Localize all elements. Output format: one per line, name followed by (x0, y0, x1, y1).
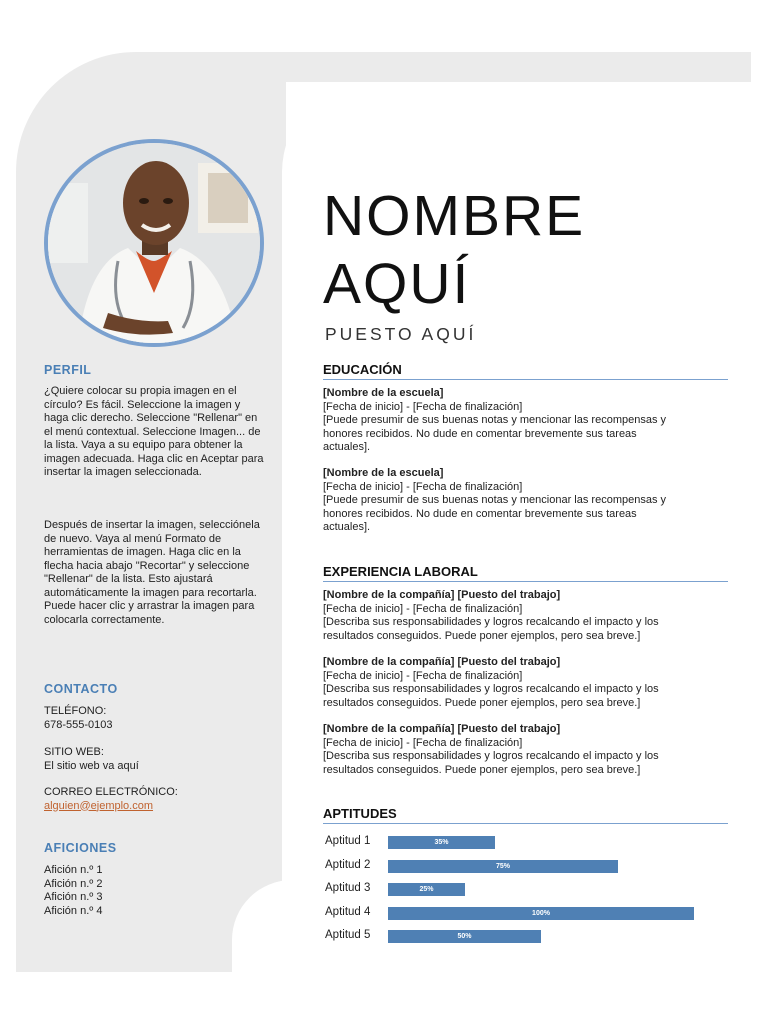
email-link[interactable]: alguien@ejemplo.com (44, 799, 154, 812)
contact-heading: CONTACTO (44, 682, 118, 696)
person-name (323, 182, 585, 318)
skills-heading: APTITUDES (323, 806, 728, 824)
profile-paragraph-2: Después de insertar la imagen, selecciónela de nuevo. Vaya al menú Formato de herramientas de imagen. Haga clic en la flecha hacia abajo "Recortar" y seleccione "Rellenar" de la lista. Esto ajustará automáticamente la imagen para recortarla. Puede hacer clic y arrastrar la imagen para colocarla correctamente. (44, 519, 260, 626)
education-dates: [Fecha de inicio] - [Fecha de finalización] (323, 400, 523, 413)
experience-description-line: resultados conseguidos. Puede poner ejemplos, pero sea breve.] (323, 629, 641, 642)
name-line-2: AQUÍ (323, 252, 471, 316)
web-value: El sitio web va aquí (44, 759, 139, 772)
skill-label: Aptitud 5 (325, 929, 371, 941)
education-description-line: [Puede presumir de sus buenas notas y mencionar las recompensas y (323, 414, 667, 426)
company-role: [Nombre de la compañía] [Puesto del trabajo] (323, 723, 561, 735)
header-band (285, 52, 751, 82)
experience-entry (323, 589, 723, 643)
experience-dates: [Fecha de inicio] - [Fecha de finalización] (323, 602, 523, 615)
doctor-portrait-image (48, 143, 260, 343)
profile-text (44, 385, 266, 480)
school-name: [Nombre de la escuela] (323, 387, 444, 399)
education-description-line: honores recibidos. No dude en comentar brevemente sus tareas (323, 427, 637, 440)
profile-photo[interactable] (48, 143, 260, 343)
phone-label: TELÉFONO: (44, 705, 107, 717)
education-description-line: actuales]. (323, 521, 371, 533)
hobby-item: Afición n.º 1 (44, 864, 103, 876)
web-label: SITIO WEB: (44, 746, 104, 758)
profile-text-2 (44, 519, 266, 627)
experience-entry (323, 723, 723, 777)
experience-entry (323, 656, 723, 710)
education-description-line: honores recibidos. No dude en comentar brevemente sus tareas (323, 507, 637, 520)
experience-description-line: resultados conseguidos. Puede poner ejemplos, pero sea breve.] (323, 763, 641, 776)
experience-description-line: [Describa sus responsabilidades y logros recalcando el impacto y los (323, 750, 659, 762)
education-heading: EDUCACIÓN (323, 362, 728, 380)
profile-heading: PERFIL (44, 363, 92, 377)
skill-bar: 75% (388, 860, 618, 873)
experience-description-line: resultados conseguidos. Puede poner ejemplos, pero sea breve.] (323, 696, 641, 709)
education-description-line: actuales]. (323, 441, 371, 453)
name-line-1: NOMBRE (323, 184, 586, 248)
company-role: [Nombre de la compañía] [Puesto del trabajo] (323, 589, 561, 601)
profile-paragraph-1: ¿Quiere colocar su propia imagen en el círculo? Es fácil. Seleccione la imagen y haga clic derecho. Seleccione "Rellenar" en el menú contextual. Seleccione Imagen... de la lista. Vaya a su equipo para obtener la imagen adecuada. Haga clic en Aceptar para insertar la imagen seleccionada. (44, 385, 264, 478)
experience-description-line: [Describa sus responsabilidades y logros recalcando el impacto y los (323, 616, 659, 628)
hobby-item: Afición n.º 2 (44, 877, 103, 890)
skill-label: Aptitud 2 (325, 858, 371, 871)
experience-dates: [Fecha de inicio] - [Fecha de finalización] (323, 736, 523, 749)
education-dates: [Fecha de inicio] - [Fecha de finalización] (323, 480, 523, 493)
email-label: CORREO ELECTRÓNICO: (44, 786, 178, 798)
contact-web (44, 746, 266, 773)
education-entry (323, 387, 723, 455)
experience-dates: [Fecha de inicio] - [Fecha de finalización] (323, 669, 523, 682)
skill-label: Aptitud 4 (325, 905, 371, 918)
education-description-line: [Puede presumir de sus buenas notas y mencionar las recompensas y (323, 494, 667, 506)
skill-label: Aptitud 3 (325, 882, 371, 894)
phone-value: 678-555-0103 (44, 718, 113, 731)
skill-label: Aptitud 1 (325, 835, 371, 847)
skill-bar: 100% (388, 907, 694, 920)
hobbies-list (44, 864, 266, 918)
company-role: [Nombre de la compañía] [Puesto del trabajo] (323, 656, 561, 668)
skill-bar: 50% (388, 930, 541, 943)
skill-bar: 35% (388, 836, 495, 849)
hobby-item: Afición n.º 4 (44, 904, 103, 917)
contact-phone (44, 705, 266, 732)
experience-description-line: [Describa sus responsabilidades y logros recalcando el impacto y los (323, 683, 659, 695)
hobby-item: Afición n.º 3 (44, 891, 103, 903)
experience-heading: EXPERIENCIA LABORAL (323, 564, 728, 582)
education-entry (323, 467, 723, 535)
school-name: [Nombre de la escuela] (323, 467, 444, 479)
skill-bar: 25% (388, 883, 465, 896)
hobbies-heading: AFICIONES (44, 841, 117, 855)
contact-email (44, 786, 266, 813)
job-title: PUESTO AQUÍ (325, 324, 477, 344)
